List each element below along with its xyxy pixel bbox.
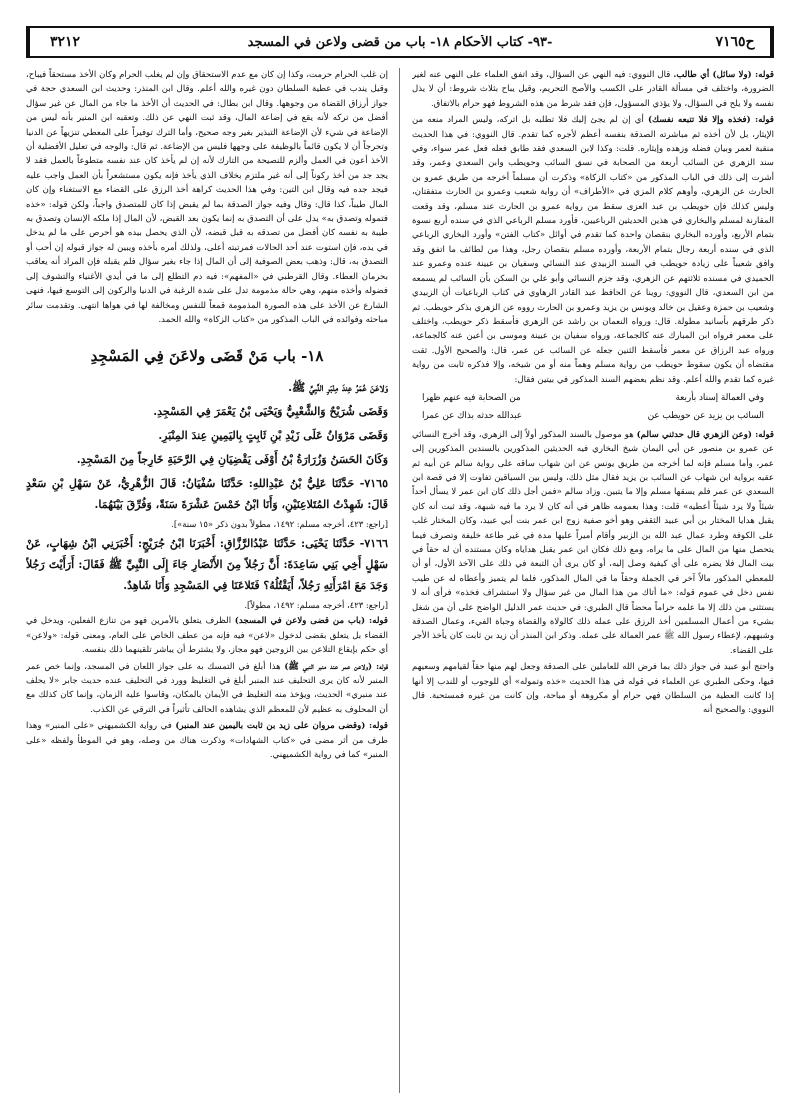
- commentary-paragraph: [26, 719, 388, 762]
- matn-line: وَقَضَى مَرْوَانُ عَلَى زَيْدِ بْنِ ثَابِتٍ بِاليَمِينِ عِندَ المِنْبَرِ.: [158, 429, 388, 443]
- matn-line: وَلاعَنَ عُمَرُ عِندَ مِنْبَرِ النَّبِيِّ ﷺ.: [288, 381, 388, 395]
- commentary-paragraph: [26, 68, 388, 327]
- page-number: ٣٢١٢: [28, 28, 100, 56]
- poem-hemistich: من الصحابة فيه عنهم ظهرا: [422, 392, 521, 403]
- paragraph-label: قوله: (ولا سائل) أي طالب.: [673, 70, 774, 80]
- right-column: [412, 68, 774, 1093]
- commentary-paragraph: [412, 113, 774, 387]
- hadith-text: ٧١٦٥- حَدَّثَنَا عَلِيُّ بْنُ عَبْدِاللهِ: حَدَّثَنَا سُفْيَانُ: قَالَ الزُّهْرِيُّ، عَنْ سَهْلِ بْنِ سَعْدٍ قَالَ: شَهِدْتُ المُتَلاعِنَيْنِ، وَأَنَا ابْنُ خَمْسَ عَشْرَةَ سَنَةً، وَفُرِّقَ بَيْنَهُمَا.: [26, 477, 388, 512]
- page-header: [26, 26, 774, 58]
- paragraph-text: قال النووي: فيه النهي عن السؤال، وقد اتفق العلماء على النهي عنه لغير الضرورة، واختلف في مسألة القادر على الكسب والأصح التحريم، وقيل يباح بثلاث شروط: أن لا يذل نفسه ولا يلح في السؤال، ولا يؤذي المسؤول، فإن فقد شرط من هذه الشروط فهو حرام بالاتفاق.: [412, 70, 774, 109]
- paragraph-label: قوله: (فخذه وإلا فلا تتبعه نفسك): [647, 115, 774, 126]
- paragraph-label: قوله: (وقضى مروان على زيد بن ثابت باليمين عند المنبر): [175, 721, 388, 732]
- poem-hemistich: وفي العمالة إسناد بأربعة: [675, 392, 764, 403]
- poem-hemistich: السائب بن يزيد عن حويطب عن: [647, 411, 764, 422]
- matn-line: وَقَضَى شُرَيْحٌ وَالشَّعْبِيُّ وَيَحْيَى بْنُ يَعْمَرَ فِي المَسْجِدِ.: [153, 405, 388, 419]
- commentary-paragraph: [412, 428, 774, 659]
- commentary-paragraph: [26, 660, 388, 718]
- chapter-title: ١٨- باب مَنْ قَضَى ولاعَنَ فِي المَسْجِدِ: [90, 347, 324, 366]
- paragraph-text: أي إن لم يجئ إليك فلا تطلبه بل اتركه، وليس المراد منعه من الإيثار، بل لأن أخذه ثم مباشرته الصدقة بنفسه أعظم لأجره كما تقدم. قال النووي: في هذا الحديث منقبة لعمر وبيان فضله وزهده وإيثاره. قلت: وكذا لابن السعدي فقد طابق فعله فعل عمر سواء، وفي سند الزهري عن السائب أربعة من الصحابة في نسق السائب وحويطب وابن السعدي وعمر، وقد أشرت إلى ذلك في الباب المذكور من «كتاب الزكاة» وذكرت أن مسلماً أخرجه من طريق عمرو بن الحارث عن الزهري، وأوهم كلام المزي في «الأطراف» أن رواية شعيب وعمرو بن الحارث متفقتان، وليس كذلك فإن حويطب بن عبد العزى سقط من رواية عمرو بن الحارث عند مسلم، وقد وقعت المقارنة لمسلم والبخاري في هذين الحديثين الرباعيين، فأورد مسلم الرباعي الذي في سنده أربع نسوة بتمام الأربع، وأورده البخاري بنقصان واحدة كما تقدم في أوائل «كتاب الفتن» وأورد البخاري الرباعي الذي في سنده أربعة رجال بتمام الأربعة، وأورده مسلم بنقصان رجل، وهذا من لطائف ما اتفق وقد وافق شعيباً على زيادة حويطب في السند الزبيدي عند النسائي وسفيان بن عيينة عنده وعمرو عند الحميدي في مسنده ثلاثتهم عن الزهري، وقد جزم النسائي وأبو علي بن السكن بأن السائب لم يسمعه من ابن السعدي، قال النووي: روينا عن الحافظ عبد القادر الرهاوي في كتاب الرباعيات أن الزبيدي وشعيب بن حمزة وعقيل بن خالد ويونس بن يزيد وعمرو بن الحارث رووه عن الزهري بذكر حويطب. ثم ذكر طرقهم بأسانيد مطولة. قال: ورواه النعمان بن راشد عن الزهري فأسقط ذكر حويطب، واختلف على معمر فرواه ابن المبارك عنه كالجماعة، ورواه سفيان بن عيينة وموسى بن أعين عنه كالجماعة، ورواه عبد الرزاق عن معمر فأسقط الثنين جعله عن السائب عن عمر، قال: والصحيح الأول. ثقت مقتضاه أن يكون سقوط حويطب من رواية مسلم وهماً منه أو من شيخه، وإلا فذكره ثابت من رواية غيره كما تقدم والله أعلم. وقد نظم بعضهم السند المذكور في بيتين فقال:: [412, 115, 774, 385]
- hadith-text: ٧١٦٦- حَدَّثَنَا يَحْيَى: حَدَّثَنَا عَبْدُالرَّزَّاقِ: أَخْبَرَنَا ابْنُ جُرَيْجٍ: أَخْبَرَنِي ابْنُ شِهَابٍ، عَنْ سَهْلٍ أَخِي بَنِي سَاعِدَةَ: أَنَّ رَجُلاً مِنَ الأَنْصَارِ جَاءَ إِلَى النَّبِيِّ ﷺ فَقَالَ: أَرَأَيْتَ رَجُلاً وَجَدَ مَعَ امْرَأَتِهِ رَجُلاً، أَيَقْتُلُهُ؟ فَتَلاعَنَا فِي المَسْجِدِ وَأَنَا شَاهِدٌ.: [26, 537, 388, 593]
- paragraph-text: إن غلب الحرام حرمت، وكذا إن كان مع عدم الاستحقاق وإن لم يغلب الحرام وكان الأخذ مستحقاً فيباح، وقيل يندب في عطية السلطان دون غيره والله أعلم. وقال ابن المنذر: وحديث ابن السعدي حجة في جواز أرزاق القضاة من وجوهها. وقال ابن بطال: في الحديث أن الأخذ ما جاء من المال عن غير سؤال أفضل من تركه لأنه يقع في إضاعة المال، وقد ثبت النهي عن ذلك. وتعقبه ابن المنير بأنه ليس من الإضاعة في شيء لأن الإضاعة التبذير بغير وجه صحيح، وأما الترك توفيراً على المعطي تنزيهاً عن الدنيا وتحرجاً أن لا يكون قائماً بالوظيفة على وجهها فليس من الإضاعة. ثم قال: والوجه في تعليل الأفضلية أن الأخذ أعون في العمل وألزم للنصيحة من التارك لأنه إن لم يأخذ كان عند نفسه متطوعاً بالعمل فقد لا يجد جد من أخذ ركوناً إلى أنه غير ملتزم بخلاف الذي يأخذ فإنه يكون مستشعراً بأن العمل واجب عليه فيجد جده فيه وقال ابن التين: وفي هذا الحديث كراهة أخذ الرزق على القضاء مع الاستغناء وإن كان المال طيباً، كذا قال: وقال وفيه جواز الصدقة بما لم يقبض إذا كان للمتصدق واجباً، ولكن قوله: «خذه فتموله وتصدق به» يدل على أن التصدق به إنما يكون بعد القبض، لأن المال إذا ملكه الإنسان وتصدق به طيبة به نفسه كان أفضل من تصدقه به قبل قبضه، لأن الذي يحصل بيده هو أحرص على ما لم يدخل في يده، فإن استوت عند أحد الحالات فمرتبته أعلى، ولذلك أمره بأخذه ويبين له جواز قبوله إن أحب أو التصدق به، قال: وذهب بعض الصوفية إلى أن المال إذا جاء بغير سؤال فلم يقبله فإن المراد أنه يعاقب بحرمان العطاء. وقال القرطبي في «المفهم»: فيه دم التطلع إلى ما في أيدي الأغنياء والتشوف إلى فضوله وأخذه منهم، وهي حالة مذمومة تدل على شدة الرغبة في الدنيا والركون إلى التوسع فيها، فنهى الشارع عن الأخذ على هذه الصورة المذمومة قمعاً للنفس ومخالفة لها في هواها انتهى. وتقدمت سائر مباحثه وفوائده في الباب المذكور من «كتاب الزكاة» والله الحمد.: [26, 70, 388, 325]
- paragraph-text: في رواية الكشميهني «على المنبر» وهذا طرف من أثر مضى في «كتاب الشهادات» وذكرت هناك من وصله، وهو في الموطأ ولفظه «على المنبر» كما في رواية الكشميهني.: [26, 721, 388, 760]
- paragraph-label: قوله: (باب من قضى ولاعن في المسجد): [234, 616, 388, 627]
- document-page: [26, 26, 774, 1096]
- poem-hemistich: عبدالله حدثه بذاك عن عمرا: [422, 411, 523, 422]
- hadith-reference: [راجع: ٤٢٣، أخرجه مسلم: ١٤٩٢، مطولاً بدون ذكر «١٥ سنة»].: [171, 519, 388, 530]
- left-column: [26, 68, 388, 1093]
- commentary-paragraph: [412, 68, 774, 111]
- poem-verse: [422, 409, 764, 423]
- running-title: -٩٣- كتاب الأحكام ١٨- باب من قضى ولاعن في المسجد: [247, 34, 553, 50]
- paragraph-label: قوله: (وعن الزهري قال حدثني سالم): [636, 429, 774, 440]
- paragraph-text: هذا أبلغ في التمسك به على جواز اللعان في المسجد، وإنما خص عمر المنبر لأنه كان يرى التحليف عند المنبر أبلغ في التغليظ وورد في التحليف عنده حديث جابر «لا يحلف عند منبري» الحديث، ويؤخذ منه التغليظ في الأيمان بالمكان، وقاسوا عليه الزمان، وإنما كان كذلك مع أن المحلوف به عظيم لأن للمعظم الذي يشاهده الحالف تأثيراً في الترقي عن الكذب.: [26, 661, 388, 715]
- hadith-reference: [راجع: ٤٢٣، أخرجه مسلم: ١٤٩٢، مطولاً].: [244, 600, 388, 611]
- paragraph-text: هو موصول بالسند المذكور أولاً إلى الزهري، وقد أخرج النسائي عن عمرو بن منصور عن أبي اليمان شيخ البخاري فيه الحديثين المذكورين بالسندين المذكورين إلى عمر، وأما مسلم فإنه لما أخرجه من طريق يونس عن ابن شهاب ساقه على رواية سالم عن أبيه ثم عقبه برواية ابن شهاب عن السائب بن يزيد فقال مثل ذلك، وليس بين السياقين تفاوت إلا في قصة ابن السعدي عن عمر فلم يسقها مسلم وإلا ما يتبين. وزاد سالم «فمن أجل ذلك كان ابن عمر لا يسأل أحداً شيئاً ولا يرد شيئاً أعطيه» قلت: وهذا بعمومه ظاهر في أنه كان لا يرد ما فيه شبهة، وقد ثبت أنه كان يقبل هدايا المختار بن أبي عبيد الثقفي وهو أخو صفية زوج ابن عمر بنت أبي عبيد، وكان المختار غلب على الكوفة وطرد عمال عبد الله بن الزبير وأقام أميراً عليها مدة في غير طاعة خليفة وتصرف فيما يتحصل منها من المال على ما يراه، ومع ذلك فكان ابن عمر يقبل هداياه وكان مستنده أن له حقاً في بيت المال فلا يضره على أي كيفية وصل إليه، أو كان يرى أن التبعة في ذلك على الآخذ الأول، أو أن للمعطي المذكور مالاً آخر في الجملة وحقاً ما في المال المذكور، فلما لم يتميز وأعطاه له عن طيب نفس دخل في عموم قوله: «ما أتاك من هذا المال من غير سؤال ولا استشراف فخذه» فرأى أنه لا يستثنى من ذلك إلا ما علمه حراماً محضاً قال الطبري: في حديث عمر الدليل الواضح على أن من شغل بشيء من أعمال المسلمين أخذ الرزق على عمله ذلك كالولاة والقضاة وجباة الفيء، وعمال الصدقة وشبههم، لإعطاء رسول الله ﷺ عمر العمالة على عمله. وذكر ابن المنذر أن زيد بن ثابت كان يأخذ الأجر على القضاء.: [412, 429, 774, 656]
- hadith-range-number: ح٧١٦٥: [700, 28, 772, 56]
- commentary-paragraph: [26, 614, 388, 657]
- paragraph-text: واحتج أبو عبيد في جواز ذلك بما فرض الله للعاملين على الصدقة وجعل لهم منها حقاً لقيامهم وسعيهم فيها، وحكى الطبري عن العلماء في قوله في هذا الحديث «خذه وتموله» أي للوجوب أو للندب إلا أنها إذا كانت العطية من السلطان فهي حرام أو مكروهة أو مباحة، وإن كانت من غيره فمستحبة. قال النووي: والصحيح أنه: [412, 662, 774, 716]
- paragraph-text: الظرف يتعلق بالأمرين فهو من تنازع الفعلين، ويدخل في القضاء بل يتعلق بقضى لدخول «لاعن» فيه فإنه من عطف الخاص على العام، ومعنى قوله: «ولاعن» أي حكم بإيقاع التلاعن بين الزوجين فهو مجاز، ولا يشترط أن يباشر تلقينهما ذلك بنفسه.: [26, 616, 388, 656]
- matn-line: وَكَانَ الحَسَنُ وَزُرَارَةُ بْنُ أَوْفَى يَقْضِيَانِ فِي الرَّحَبَةِ خَارِجاً مِنَ المَسْجِدِ.: [76, 453, 388, 467]
- column-divider: [399, 68, 400, 1093]
- paragraph-label: قوله: (ولاعن عمر عند منبر النبي ﷺ): [284, 661, 388, 672]
- commentary-paragraph: [412, 660, 774, 718]
- poem-verse: [422, 391, 764, 405]
